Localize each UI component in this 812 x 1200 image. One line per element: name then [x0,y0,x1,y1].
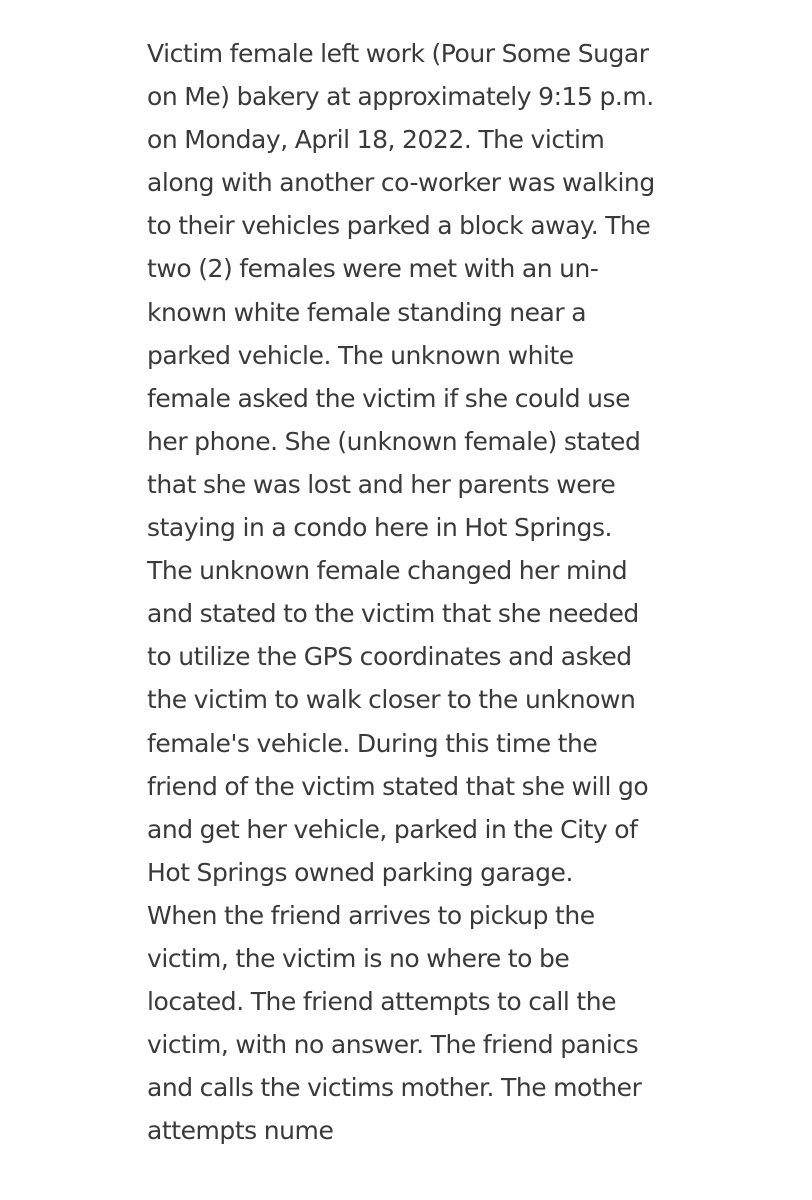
narrative-line: The unknown female changed her mind [147,556,628,586]
narrative-line: female asked the victim if she could use [147,383,631,413]
narrative-line: to their vehicles parked a block away. The [147,211,651,241]
narrative-line: friend of the victim stated that she will go [147,771,649,801]
narrative-line: parked vehicle. The unknown white [147,340,574,370]
narrative-line: victim, with no answer. The friend panics [147,1030,639,1060]
narrative-line: victim, the victim is no where to be [147,943,570,973]
narrative-line: the victim to walk closer to the unknown [147,685,636,715]
narrative-line: to utilize the GPS coordinates and asked [147,642,632,672]
narrative-line: on Monday, April 18, 2022. The victim [147,125,605,155]
narrative-line: Victim female left work (Pour Some Sugar [147,39,649,68]
narrative-line: female's vehicle. During this time the [147,728,598,758]
narrative-line: on Me) bakery at approximately 9:15 p.m. [147,82,654,112]
narrative-line: her phone. She (unknown female) stated [147,426,641,456]
narrative-line: two (2) females were met with an un- [147,254,599,284]
narrative-line: and get her vehicle, parked in the City of [147,814,638,844]
narrative-line: known white female standing near a [147,297,587,327]
narrative-line: attempts nume [147,1116,334,1146]
narrative-line: Hot Springs owned parking garage. [147,857,573,887]
narrative-line: along with another co-worker was walking [147,168,655,198]
narrative-line: that she was lost and her parents were [147,469,616,499]
narrative-line: located. The friend attempts to call the [147,987,617,1017]
report-narrative [147,32,707,1152]
narrative-line: and stated to the victim that she needed [147,599,639,629]
narrative-line: When the friend arrives to pickup the [147,900,595,930]
narrative-line: staying in a condo here in Hot Springs. [147,513,613,543]
narrative-line: and calls the victims mother. The mother [147,1073,642,1103]
